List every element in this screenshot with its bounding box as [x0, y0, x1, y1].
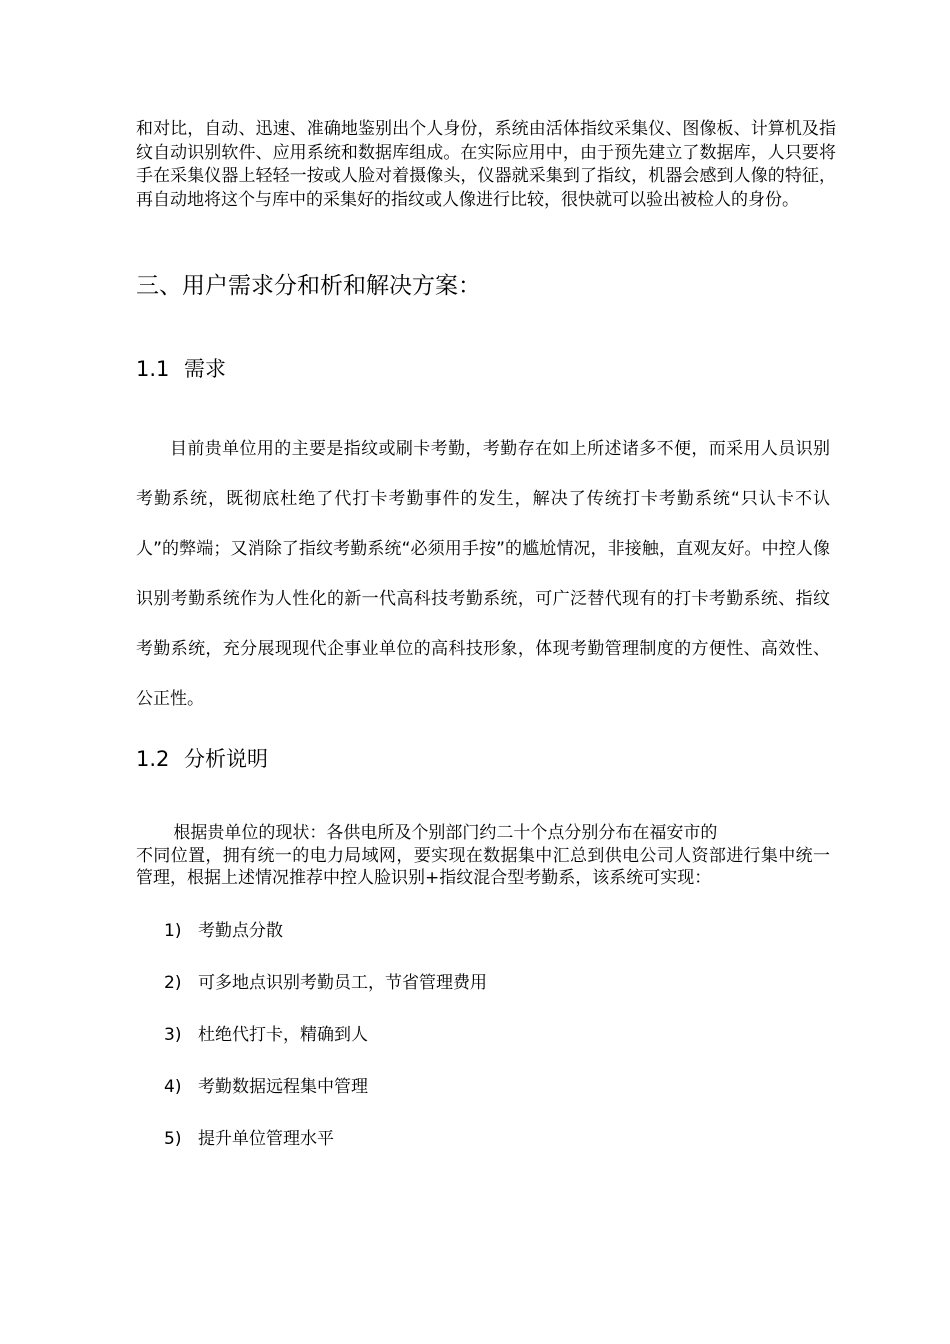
list-item-number: 4): [164, 1077, 182, 1097]
feature-list: [164, 918, 487, 1178]
subsection-title: 分析说明: [184, 747, 268, 771]
subsection-number: 1.2: [136, 747, 170, 771]
subsection-number: 1.1: [136, 357, 170, 381]
list-item: [164, 1126, 487, 1178]
list-item-text: 考勤数据远程集中管理: [198, 1077, 368, 1097]
list-item-text: 考勤点分散: [198, 921, 283, 941]
list-item-number: 2): [164, 973, 182, 993]
list-item-number: 3): [164, 1025, 182, 1045]
intro-paragraph: 和对比，自动、迅速、准确地鉴别出个人身份，系统由活体指纹采集仪、图像板、计算机及指纹自动识别软件、应用系统和数据库组成。在实际应用中，由于预先建立了数据库，人只要将手在采集仪器上轻轻一按或人脸对着摄像头，仪器就采集到了指纹，机器会感到人像的特征，再自动地将这个与库中的采集好的指纹或人像进行比较，很快就可以验出被检人的身份。: [136, 119, 836, 210]
subsection-heading-analysis: [136, 744, 268, 774]
list-item: [164, 970, 487, 1022]
analysis-paragraph: [136, 822, 830, 890]
list-item-number: 5): [164, 1129, 182, 1149]
subsection-title: 需求: [184, 357, 226, 381]
list-item: [164, 918, 487, 970]
list-item-text: 杜绝代打卡，精确到人: [198, 1025, 368, 1045]
analysis-first-line: 根据贵单位的现状：各供电所及个别部门约二十个点分别分布在福安市的: [173, 823, 718, 843]
analysis-continuation: 不同位置，拥有统一的电力局域网，要实现在数据集中汇总到供电公司人资部进行集中统一管理，根据上述情况推荐中控人脸识别+指纹混合型考勤系，该系统可实现：: [136, 845, 830, 888]
list-item-text: 可多地点识别考勤员工，节省管理费用: [198, 973, 487, 993]
list-item: [164, 1074, 487, 1126]
list-item-number: 1): [164, 921, 182, 941]
section-title: 三、用户需求分和析和解决方案：: [136, 273, 481, 299]
requirements-paragraph: 目前贵单位用的主要是指纹或刷卡考勤，考勤存在如上所述诸多不便，而采用人员识别考勤系统，既彻底杜绝了代打卡考勤事件的发生，解决了传统打卡考勤系统“只认卡不认人”的弊端；又消除了指纹考勤系统“必须用手按”的尴尬情况，非接触，直观友好。中控人像识别考勤系统作为人性化的新一代高科技考勤系统，可广泛替代现有的打卡考勤系统、指纹考勤系统，充分展现现代企事业单位的高科技形象，体现考勤管理制度的方便性、高效性、公正性。: [136, 439, 830, 709]
list-item-text: 提升单位管理水平: [198, 1129, 334, 1149]
list-item: [164, 1022, 487, 1074]
subsection-heading-requirements: [136, 354, 226, 384]
